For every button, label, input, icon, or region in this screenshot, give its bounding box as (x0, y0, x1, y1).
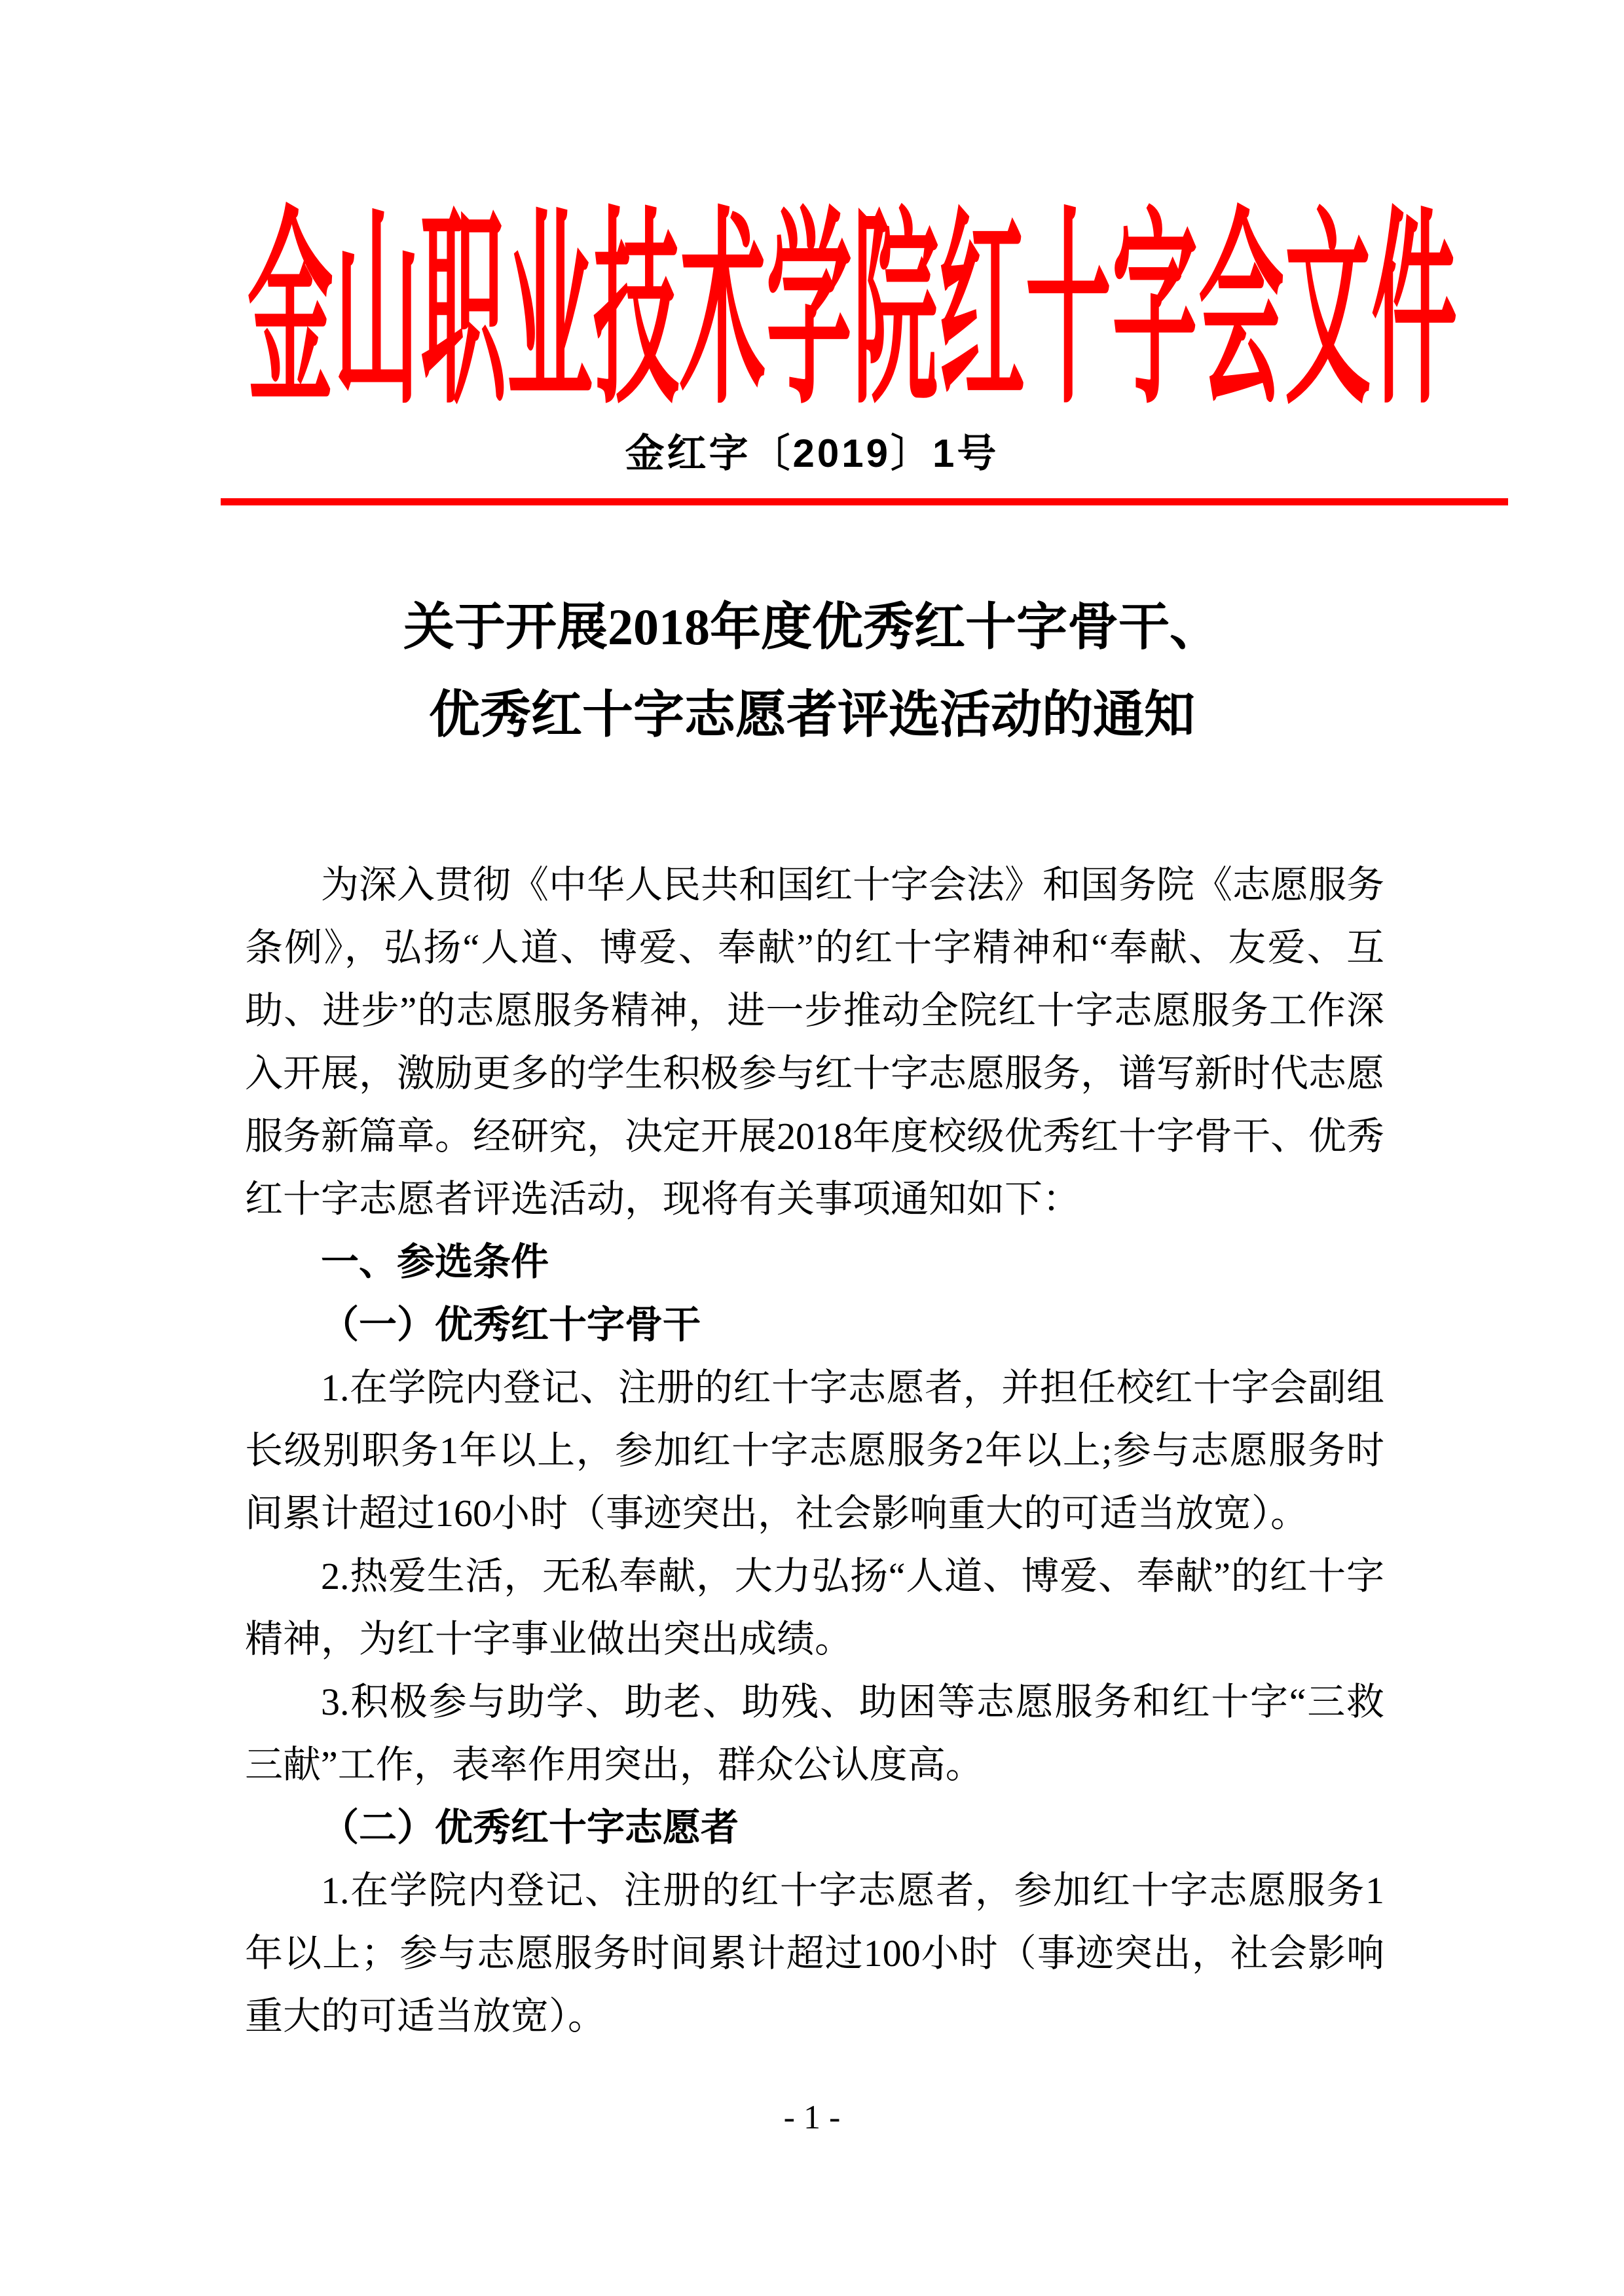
paragraph: 1.在学院内登记、注册的红十字志愿者，参加红十字志愿服务1年以上；参与志愿服务时间累计超过100小时（事迹突出，社会影响重大的可适当放宽）。 (245, 1869, 1384, 2037)
paragraph: 3.积极参与助学、助老、助残、助困等志愿服务和红十字“三救三献”工作，表率作用突出，群众公认度高。 (245, 1681, 1384, 1786)
org-header-banner (248, 196, 1458, 429)
section-heading: （二）优秀红十字志愿者 (321, 1806, 739, 1849)
paragraph: 1.在学院内登记、注册的红十字志愿者，并担任校红十字会副组长级别职务1年以上，参加红十字志愿服务2年以上;参与志愿服务时间累计超过160小时（事迹突出，社会影响重大的可适当放宽）。 (245, 1366, 1384, 1535)
document-body (245, 854, 1384, 2048)
document-title-line2: 优秀红十字志愿者评选活动的通知 (428, 686, 1195, 743)
org-header-text: 金山职业技术学院红十字会文件 (248, 196, 1458, 429)
document-title-line1: 关于开展2018年度优秀红十字骨干、 (403, 598, 1221, 655)
paragraph: 2.热爱生活，无私奉献，大力弘扬“人道、博爱、奉献”的红十字精神，为红十字事业做出突出成绩。 (245, 1555, 1384, 1660)
red-separator-line (221, 498, 1508, 505)
page-number: - 1 - (783, 2099, 841, 2136)
paragraph: 为深入贯彻《中华人民共和国红十字会法》和国务院《志愿服务条例》，弘扬“人道、博爱、奉献”的红十字精神和“奉献、友爱、互助、进步”的志愿服务精神，进一步推动全院红十字志愿服务工作深入开展，激励更多的学生积极参与红十字志愿服务，谱写新时代志愿服务新篇章。经研究，决定开展2018年度校级优秀红十字骨干、优秀红十字志愿者评选活动，现将有关事项通知如下： (245, 864, 1385, 1220)
doc-number: 金红字〔2019〕1号 (625, 431, 999, 475)
document-title (0, 583, 1624, 759)
section-heading: （一）优秀红十字骨干 (321, 1303, 701, 1346)
section-heading: 一、参选条件 (321, 1241, 549, 1283)
